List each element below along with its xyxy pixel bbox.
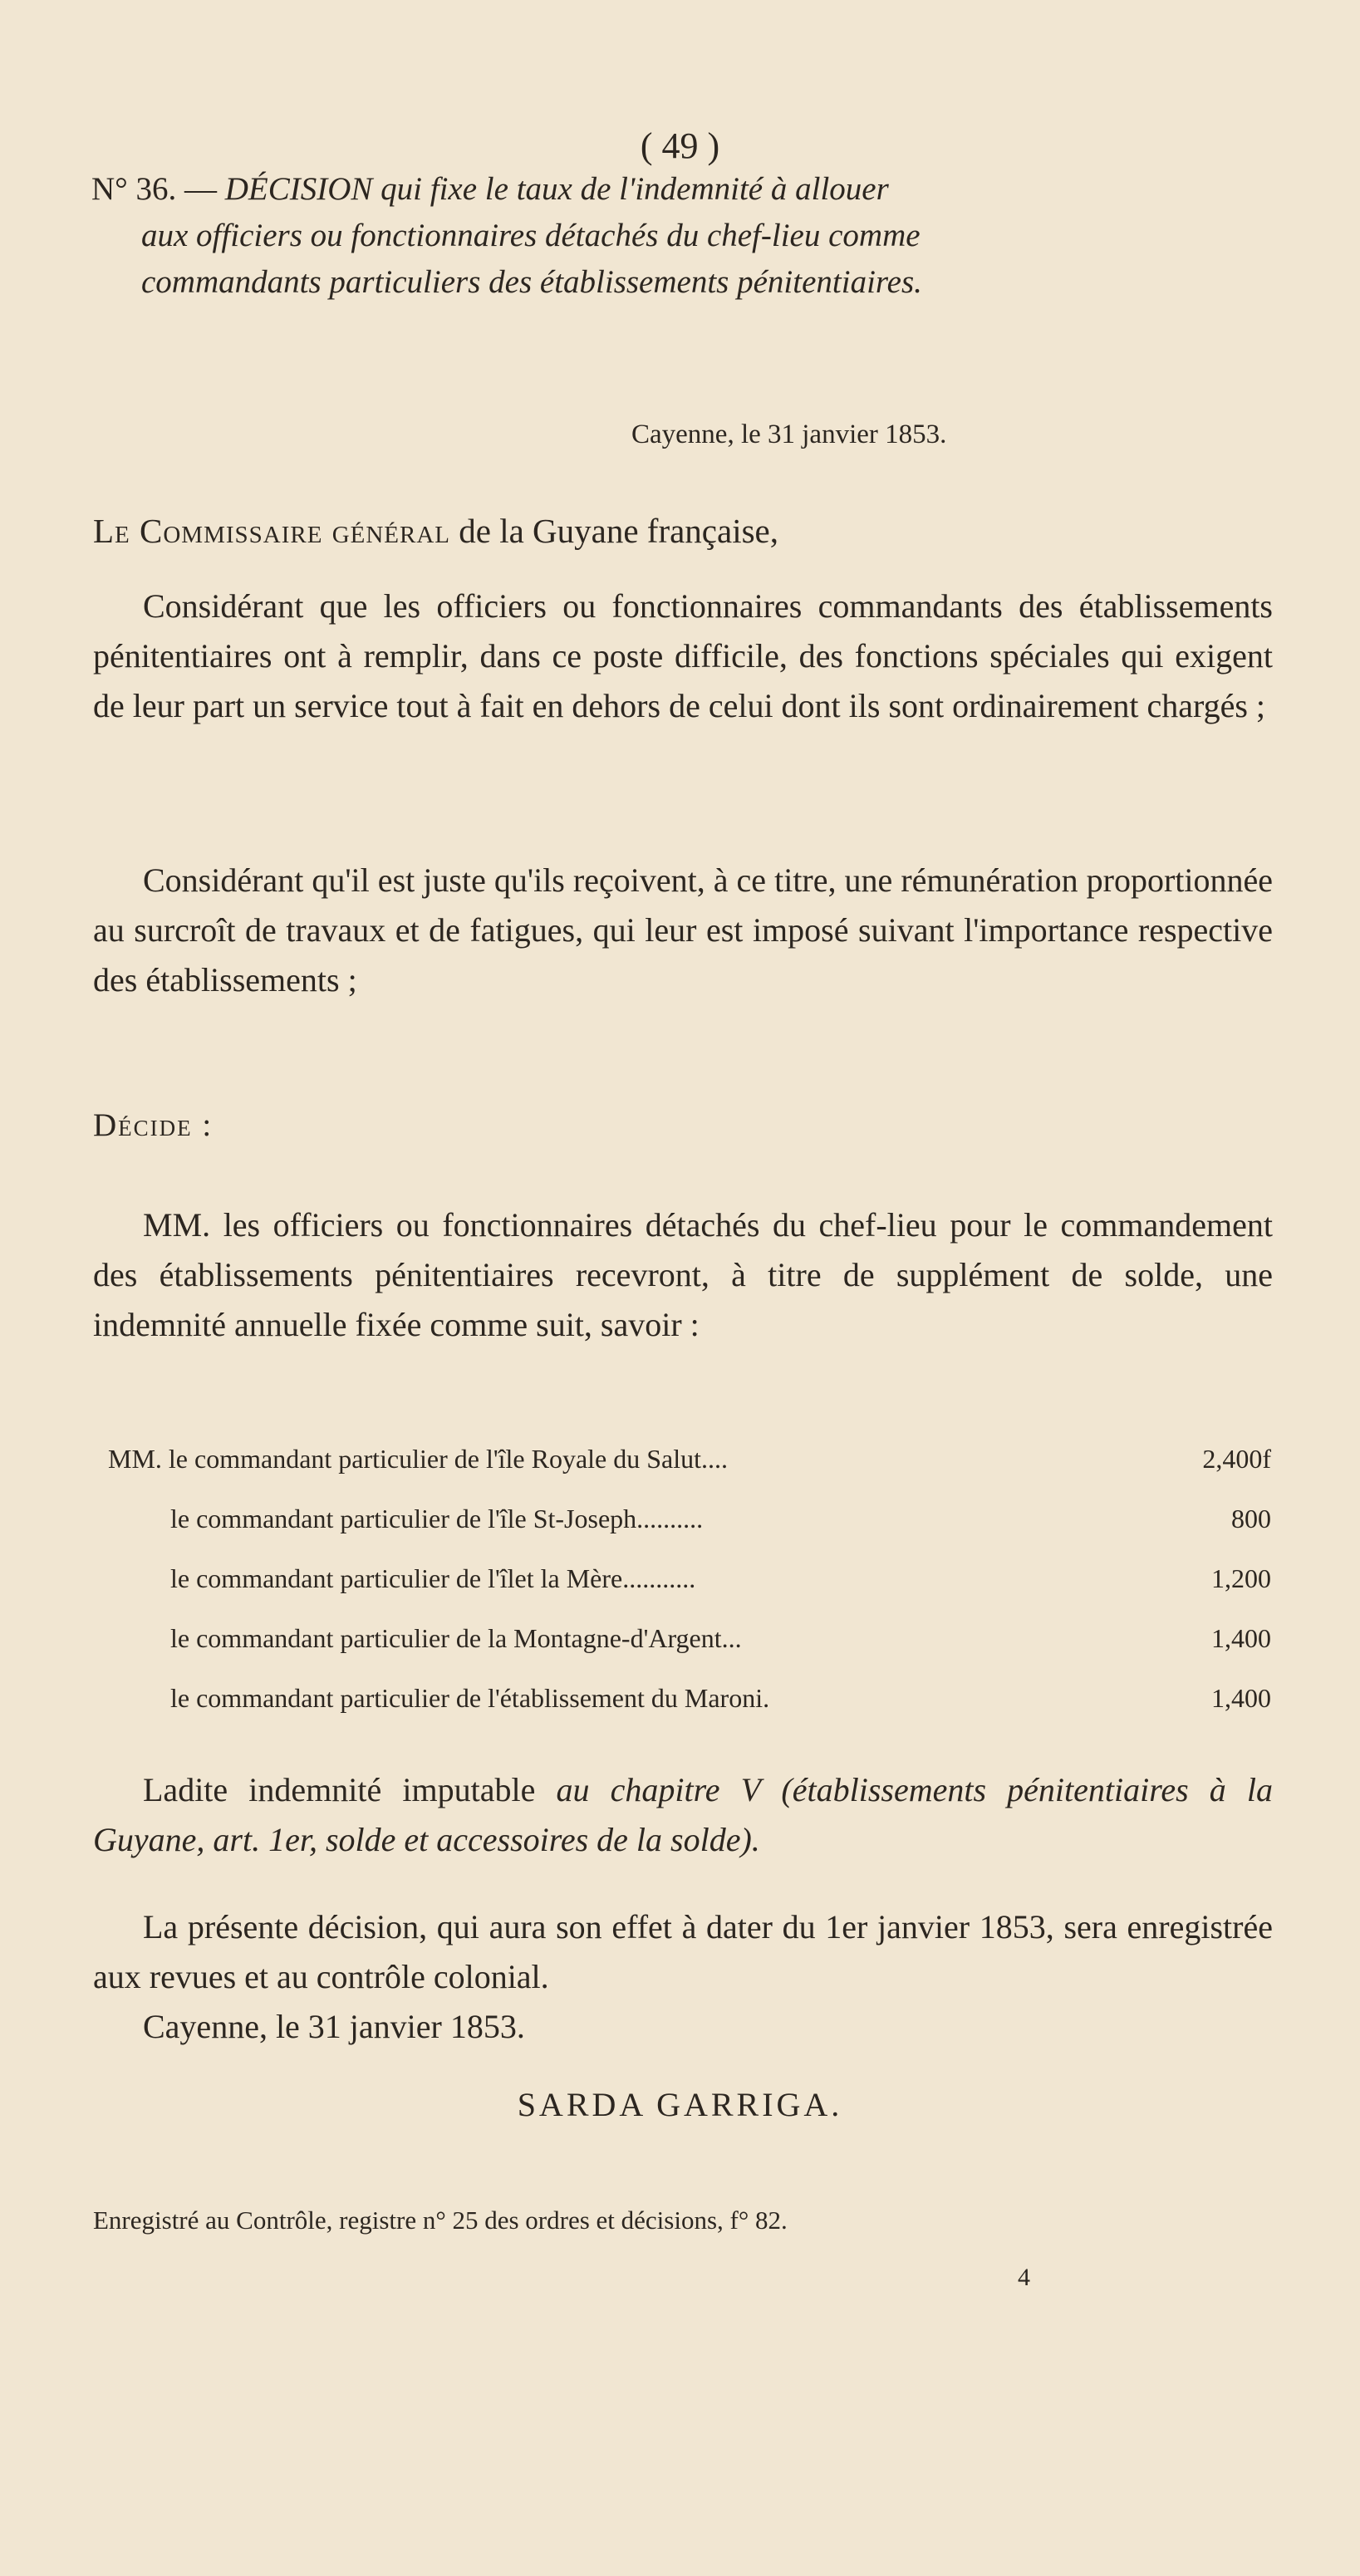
indemnity-label: le commandant particulier de la Montagne-d'Argent... — [170, 1622, 742, 1653]
imputation-paragraph — [93, 1765, 1273, 1865]
decision-number: N° 36. — — [91, 171, 218, 207]
indemnity-amount: 1,400 — [1211, 1622, 1271, 1653]
registration-footnote: Enregistré au Contrôle, registre n° 25 des ordres et décisions, f° 82. — [93, 2206, 788, 2235]
indemnity-row — [108, 1429, 1271, 1489]
decision-title-line1: DÉCISION qui fixe le taux de l'indemnité à allouer — [224, 171, 889, 207]
indemnity-amount: 800 — [1231, 1503, 1271, 1533]
authority-line — [93, 511, 778, 551]
decision-title-line2: aux officiers ou fonctionnaires détachés du chef-lieu comme — [141, 218, 921, 253]
closing-date: Cayenne, le 31 janvier 1853. — [143, 2008, 525, 2045]
indemnity-amount: 1,400 — [1211, 1682, 1271, 1713]
dateline: Cayenne, le 31 janvier 1853. — [631, 420, 947, 449]
signature-mark: 4 — [1018, 2264, 1030, 2291]
indemnity-row — [108, 1489, 1271, 1548]
decision-heading — [91, 166, 1279, 306]
indemnity-label: le commandant particulier de l'établissement du Maroni. — [170, 1682, 770, 1713]
imputation-text: Ladite indemnité imputable — [143, 1771, 536, 1808]
indemnity-label: le commandant particulier de l'îlet la Mère........... — [170, 1563, 696, 1593]
indemnity-label: MM. le commandant particulier de l'île Royale du Salut.... — [108, 1443, 729, 1474]
imputation-chapter: au chapitre V (établissements pénitentiaires à la Guyane, art. 1er, solde et accessoires de la solde). — [93, 1771, 1274, 1858]
considerant-paragraph-2: Considérant qu'il est juste qu'ils reçoivent, à ce titre, une rémunération proportionnée au surcroît de travaux et de fatigues, qui leur est imposé suivant l'importance respective des établissements ; — [93, 861, 1273, 999]
indemnity-row — [108, 1668, 1271, 1728]
effect-paragraph: La présente décision, qui aura son effet à dater du 1er janvier 1853, sera enregistrée aux revues et au contrôle colonial. — [93, 1908, 1273, 1995]
page-number: ( 49 ) — [640, 125, 720, 166]
decision-paragraph: MM. les officiers ou fonctionnaires détachés du chef-lieu pour le commandement des établissements pénitentiaires recevront, à titre de supplément de solde, une indemnité annuelle fixée comme suit, savoir : — [93, 1206, 1273, 1343]
authority-rest: de la Guyane française, — [459, 512, 779, 550]
indemnity-table — [108, 1429, 1271, 1728]
indemnity-label: le commandant particulier de l'île St-Joseph.......... — [170, 1503, 704, 1533]
indemnity-amount: 1,200 — [1211, 1563, 1271, 1593]
decide-heading: Décide : — [93, 1107, 214, 1143]
indemnity-amount: 2,400f — [1202, 1443, 1271, 1474]
indemnity-row — [108, 1608, 1271, 1668]
authority-title: Le Commissaire général — [93, 512, 451, 550]
signature: SARDA GARRIGA. — [517, 2086, 843, 2123]
decision-title-line3: commandants particuliers des établissements pénitentiaires. — [141, 264, 922, 300]
indemnity-row — [108, 1548, 1271, 1608]
considerant-paragraph-1: Considérant que les officiers ou fonctionnaires commandants des établissements pénitentiaires ont à remplir, dans ce poste difficile, des fonctions spéciales qui exigent de leur part un service tout à fait en dehors de celui dont ils sont ordinairement chargés ; — [93, 587, 1273, 724]
